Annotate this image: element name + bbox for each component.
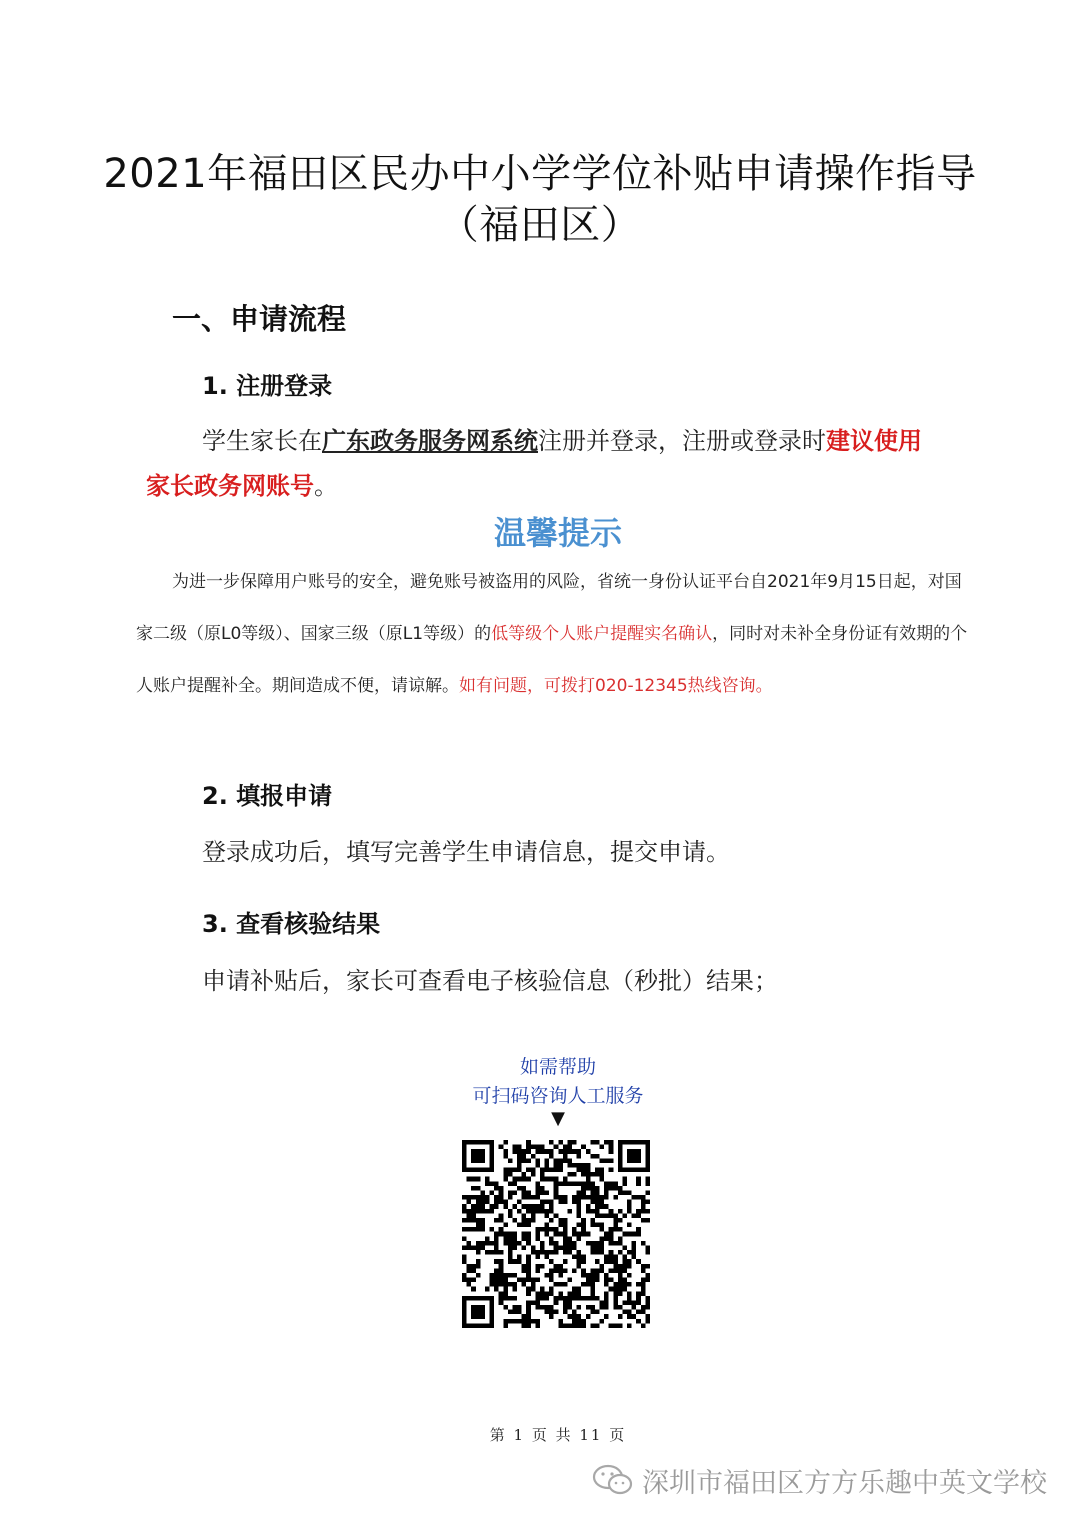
tip-highlight: 低等级个人账户提醒实名确认: [491, 624, 713, 644]
watermark-text: 深圳市福田区方方乐趣中英文学校: [642, 1467, 1047, 1499]
step1-highlight: 家长政务网账号: [146, 472, 314, 500]
down-arrow-icon: ▼: [551, 1108, 565, 1129]
step2-paragraph: 登录成功后，填写完善学生申请信息，提交申请。: [202, 838, 730, 866]
page-title: 2021年福田区民办中小学学位补贴申请操作指导: [103, 151, 977, 197]
step1-highlight: 建议使用: [826, 427, 922, 455]
step1-text: 注册并登录，注册或登录时: [538, 427, 826, 455]
step3-heading: 3. 查看核验结果: [202, 910, 381, 938]
tip-text: ，同时对未补全身份证有效期的个人账户提醒补全。期间造成不便，请谅解。: [136, 624, 968, 696]
tip-highlight: 如有问题，可拨打020-12345热线咨询: [459, 676, 756, 696]
qr-code[interactable]: [462, 1140, 650, 1328]
tip-title: 温馨提示: [493, 514, 622, 552]
help-line2: 可扫码咨询人工服务: [472, 1085, 644, 1107]
step3-paragraph: 申请补贴后，家长可查看电子核验信息（秒批）结果；: [202, 967, 778, 995]
page-footer: 第 1 页 共 11 页: [489, 1426, 627, 1444]
step1-paragraph-line1: [202, 421, 922, 456]
tip-text: 为进一步保障用户账号的安全，避免账号被盗用的风险，省统一身份认证平台自2021年9月15日起，对国家二级（原L0等级）、国家三级（原L1等级）的: [136, 572, 962, 644]
wechat-icon: [592, 1463, 634, 1497]
step1-text: 学生家长在: [202, 427, 322, 455]
gd-gov-service-link[interactable]: 广东政务服务网系统: [322, 427, 538, 455]
step1-heading: 1. 注册登录: [202, 372, 333, 400]
watermark: [592, 1460, 1047, 1500]
page-subtitle: （福田区）: [438, 202, 642, 248]
section-heading-process: 一、申请流程: [172, 302, 347, 336]
step2-heading: 2. 填报申请: [202, 782, 333, 810]
help-line1: 如需帮助: [519, 1056, 596, 1078]
step1-text: 。: [314, 472, 338, 500]
tip-text: 。: [755, 676, 773, 696]
tip-paragraph: [136, 556, 976, 712]
step1-paragraph-line2: [146, 466, 338, 501]
